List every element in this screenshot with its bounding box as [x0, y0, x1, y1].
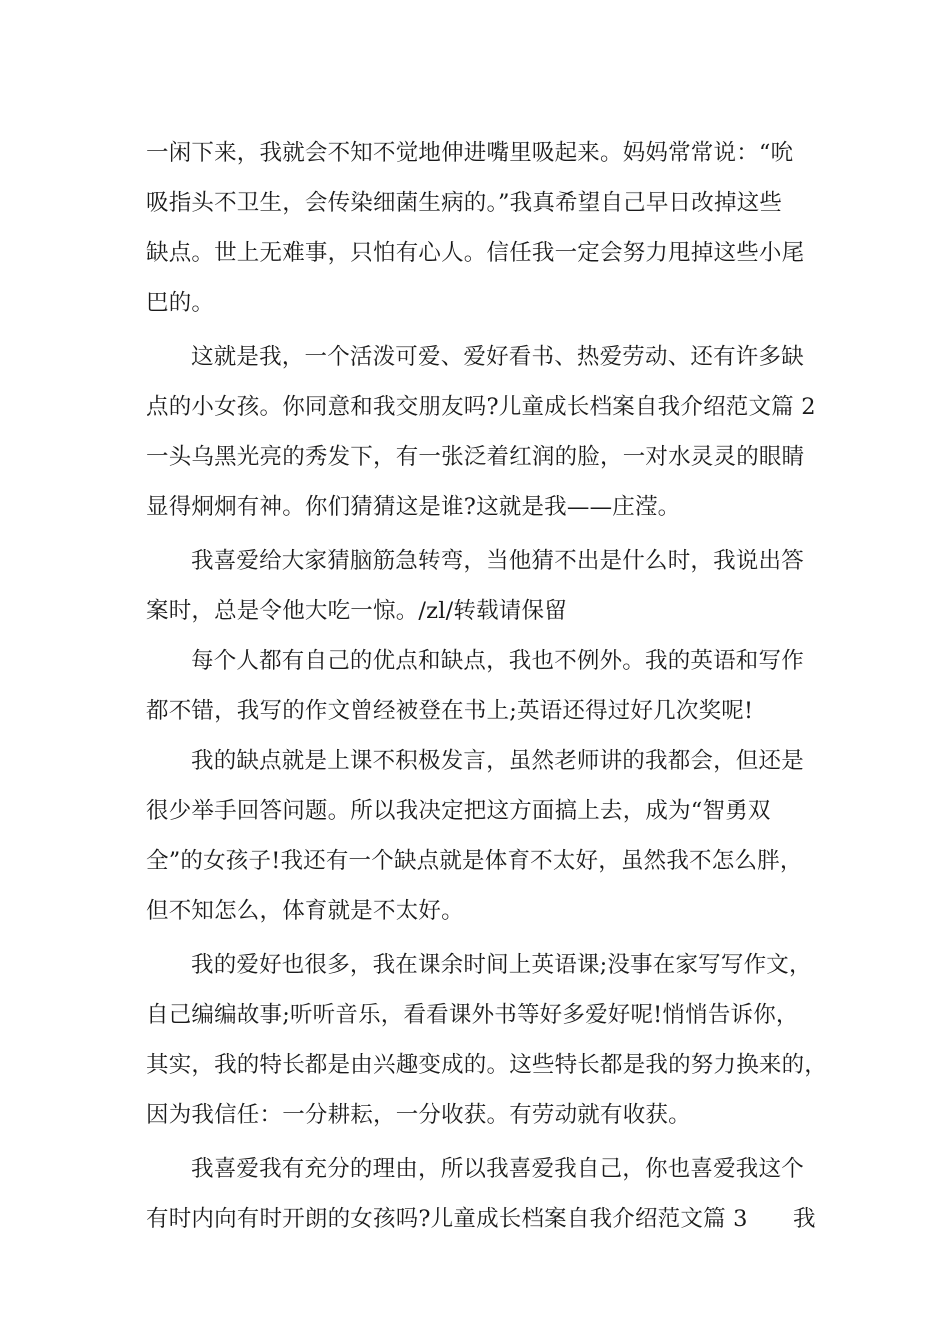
text-line: 其实，我的特长都是由兴趣变成的。这些特长都是我的努力换来的， [146, 1052, 828, 1078]
paragraph-start-line: 这就是我，一个活泼可爱、爱好看书、热爱劳动、还有许多缺 [191, 344, 804, 370]
paragraph-start-line: 我喜爱给大家猜脑筋急转弯，当他猜不出是什么时，我说出答 [191, 548, 804, 574]
text-line: 一闲下来，我就会不知不觉地伸进嘴里吸起来。妈妈常常说：“吮 [146, 140, 794, 166]
paragraph-start-line: 我的爱好也很多，我在课余时间上英语课;没事在家写写作文， [191, 952, 812, 978]
paragraph-start-line: 我喜爱我有充分的理由，所以我喜爱我自己，你也喜爱我这个 [191, 1156, 804, 1182]
text-line: 自己编编故事;听听音乐，看看课外书等好多爱好呢!悄悄告诉你， [146, 1002, 799, 1028]
text-line: 因为我信任：一分耕耘，一分收获。有劳动就有收获。 [146, 1102, 691, 1128]
text-line: 巴的。 [146, 290, 215, 316]
text-line: 全”的女孩子!我还有一个缺点就是体育不太好，虽然我不怎么胖， [146, 848, 803, 874]
text-line: 显得炯炯有神。你们猜猜这是谁?这就是我——庄滢。 [146, 494, 681, 520]
paragraph-start-line: 每个人都有自己的优点和缺点，我也不例外。我的英语和写作 [191, 648, 804, 674]
text-line: 吸指头不卫生，会传染细菌生病的。”我真希望自己早日改掉这些 [146, 190, 783, 216]
document-body [146, 128, 828, 1244]
text-line: 点的小女孩。你同意和我交朋友吗?儿童成长档案自我介绍范文篇 2 [146, 394, 816, 420]
text-line: 一头乌黑光亮的秀发下，有一张泛着红润的脸，一对水灵灵的眼睛 [146, 444, 805, 470]
paragraph-start-line: 我的缺点就是上课不积极发言，虽然老师讲的我都会，但还是 [191, 748, 804, 774]
text-line: 案时，总是令他大吃一惊。/zl/转载请保留 [146, 598, 567, 624]
text-line: 缺点。世上无难事，只怕有心人。信任我一定会努力甩掉这些小尾 [146, 240, 805, 266]
text-line: 有时内向有时开朗的女孩吗?儿童成长档案自我介绍范文篇 3 我 [146, 1206, 816, 1232]
text-line: 都不错，我写的作文曾经被登在书上;英语还得过好几次奖呢! [146, 698, 754, 724]
text-line: 但不知怎么，体育就是不太好。 [146, 898, 464, 924]
text-line: 很少举手回答问题。所以我决定把这方面搞上去，成为“智勇双 [146, 798, 771, 824]
